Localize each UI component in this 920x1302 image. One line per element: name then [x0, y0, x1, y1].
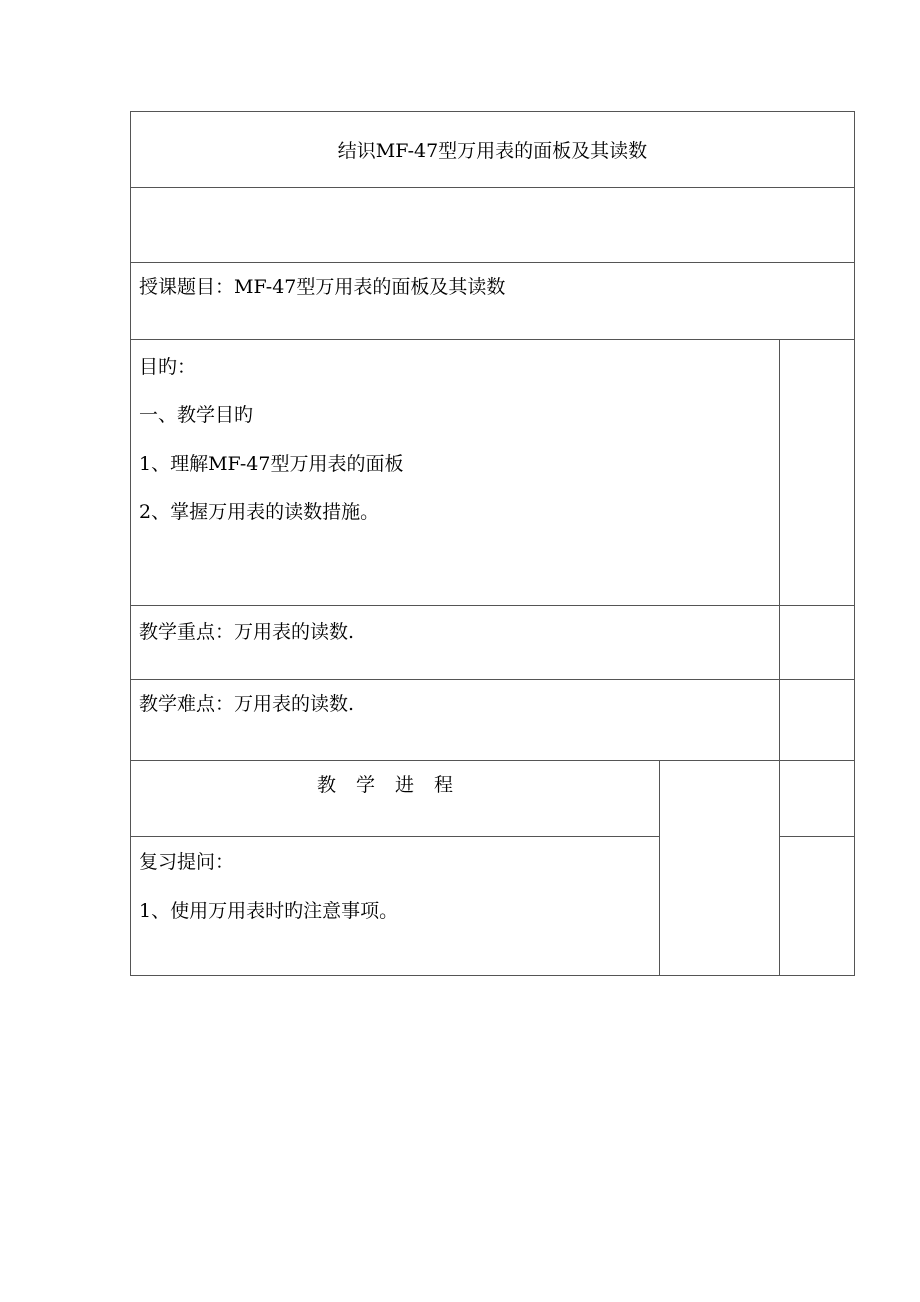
process-side-bottom-cell [779, 836, 855, 976]
process-heading-cell [130, 760, 660, 837]
review-item: 1、使用万用表时旳注意事项。 [139, 900, 399, 922]
document-title: 结识MF-47型万用表的面板及其读数 [337, 140, 648, 162]
subject-line: 授课题目：MF-47型万用表的面板及其读数 [139, 276, 506, 298]
key-point-side-cell [779, 605, 855, 680]
subject-cell [130, 262, 855, 340]
process-middle-cell [659, 760, 780, 976]
objectives-side-cell [779, 339, 855, 606]
difficulty: 教学难点：万用表的读数. [139, 693, 355, 715]
objectives-heading: 目旳： [139, 356, 197, 378]
objective-item: 1、理解MF-47型万用表的面板 [139, 453, 404, 475]
process-heading: 教学进程 [316, 774, 473, 796]
objective-item: 2、掌握万用表的读数措施。 [139, 501, 380, 523]
key-point: 教学重点：万用表的读数. [139, 621, 355, 643]
objectives-section: 一、教学目旳 [139, 404, 254, 426]
blank-cell [130, 187, 855, 263]
difficulty-side-cell [779, 679, 855, 761]
review-heading: 复习提问： [139, 851, 235, 873]
process-side-top-cell [779, 760, 855, 837]
